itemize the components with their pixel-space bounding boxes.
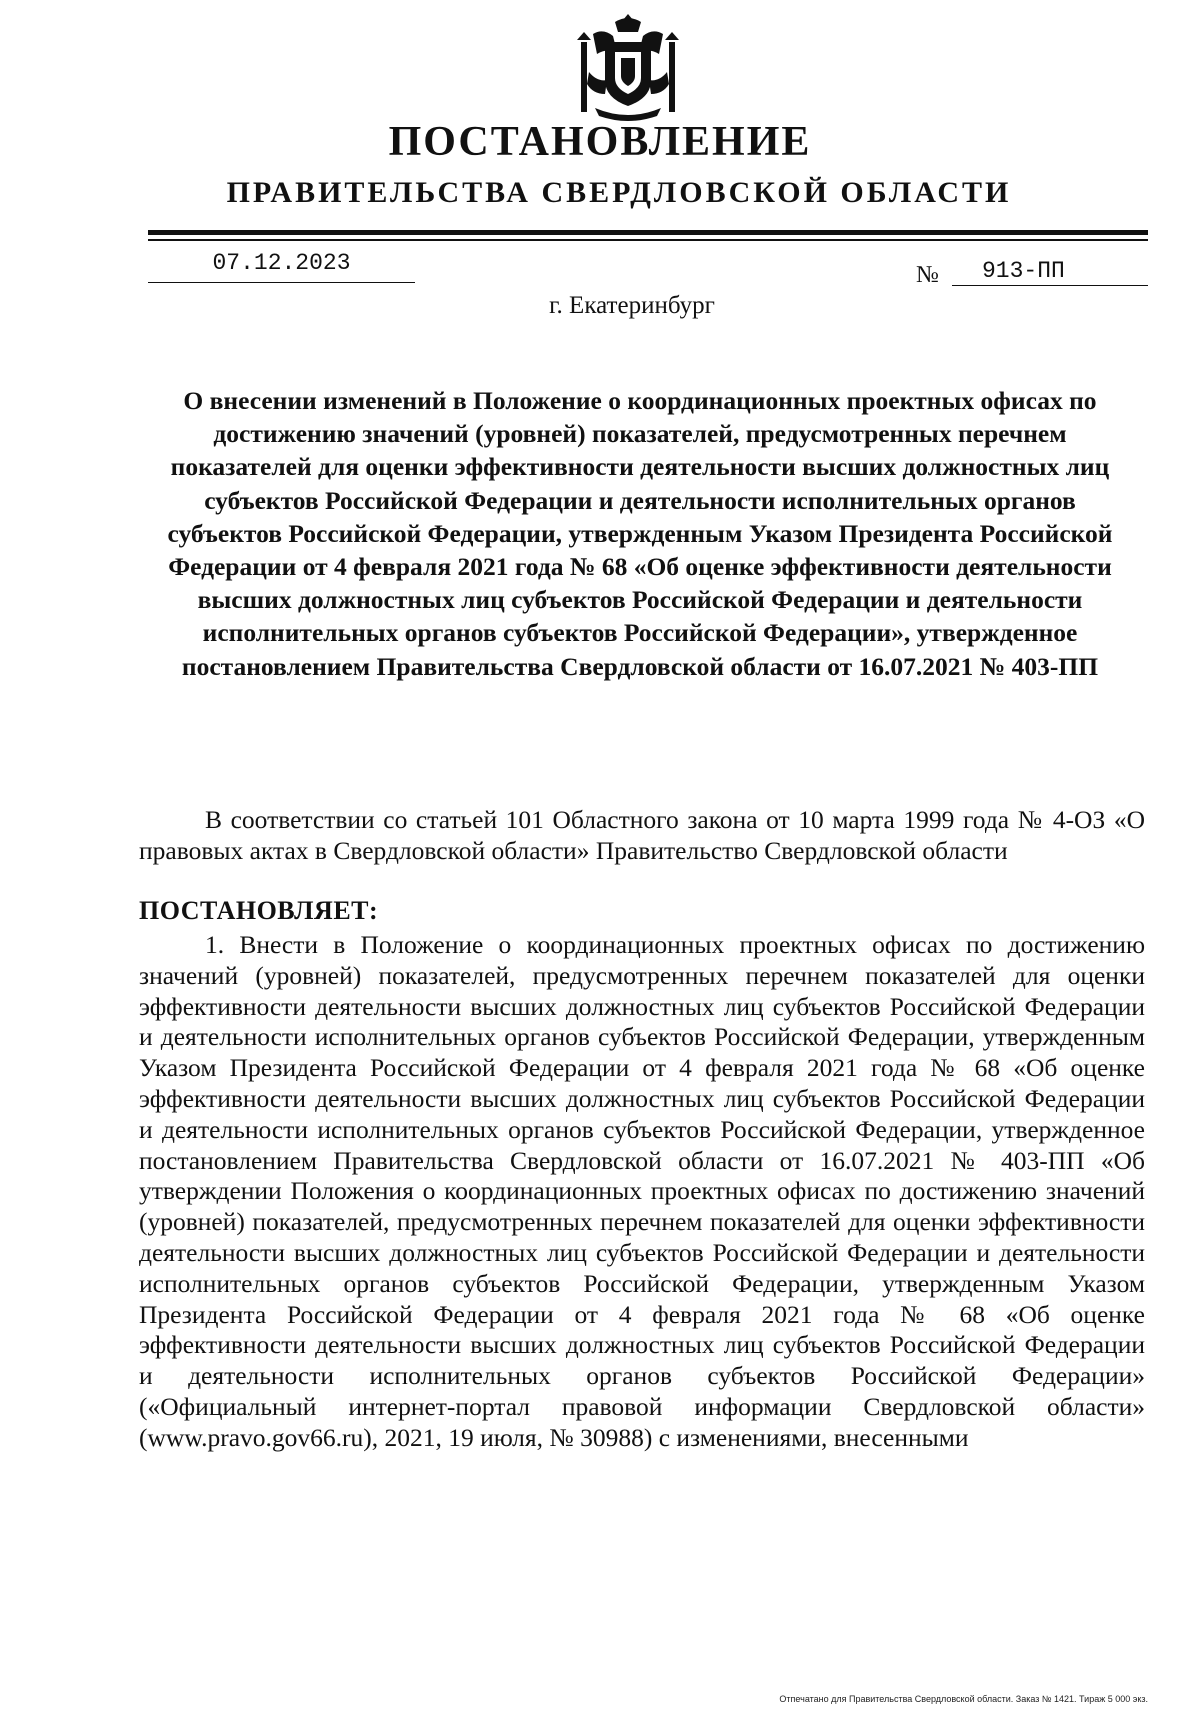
document-city: г. Екатеринбург xyxy=(549,292,715,319)
document-number: 913-ПП xyxy=(952,256,1148,286)
print-footer: Отпечатано для Правительства Свердловской области. Заказ № 1421. Тираж 5 000 экз. xyxy=(779,1694,1148,1704)
clause-1-text: 1. Внести в Положение о координационных проектных офисах по достижению значений (уровней) показателей, предусмотренных перечнем показателей для оценки эффективности деятельности высших должностных лиц субъектов Российской Федерации и деятельности исполнительных органов субъектов Российской Федерации, утвержденным Указом Президента Российской Федерации от 4 февраля 2021 года № 68 «Об оценке эффективности деятельности высших должностных лиц субъектов Российской Федерации и деятельности исполнительных органов субъектов Российской Федерации, утвержденное постановлением Правительства Свердловской области от 16.07.2021 № 403-ПП «Об утверждении Положения о координационных проектных офисах по достижению значений (уровней) показателей, предусмотренных перечнем показателей для оценки эффективности деятельности высших должностных лиц субъектов Российской Федерации и деятельности исполнительных органов субъектов Российской Федерации, утвержденным Указом Президента Российской Федерации от 4 февраля 2021 года № 68 «Об оценке эффективности деятельности высших должностных лиц субъектов Российской Федерации и деятельности исполнительных органов субъектов Российской Федерации» («Официальный интернет-портал правовой информации Свердловской области» (www.pravo.gov66.ru), 2021, 19 июля, № 30988) с изменениями, внесенными xyxy=(139,930,1145,1452)
preamble-text: В соответствии со статьей 101 Областного закона от 10 марта 1999 года № 4-ОЗ «О правовых актах в Свердловской области» Правительство Свердловской области xyxy=(139,805,1145,865)
coat-of-arms-emblem xyxy=(575,12,681,122)
header-rule-thick xyxy=(148,230,1148,235)
decree-word: ПОСТАНОВЛЯЕТ: xyxy=(139,896,379,925)
document-title: ПОСТАНОВЛЕНИЕ xyxy=(388,119,812,165)
document-date: 07.12.2023 xyxy=(148,248,415,283)
header-rule-thin xyxy=(148,239,1148,241)
number-label: № xyxy=(916,262,939,288)
clause-1-paragraph xyxy=(139,930,1145,1454)
document-issuer: ПРАВИТЕЛЬСТВА СВЕРДЛОВСКОЙ ОБЛАСТИ xyxy=(226,176,1012,209)
document-heading: О внесении изменений в Положение о координационных проектных офисах по достижению значений (уровней) показателей, предусмотренных перечнем показателей для оценки эффективности деятельности высших должностных лиц субъектов Российской Федерации и деятельности исполнительных органов субъектов Российской Федерации, утвержденным Указом Президента Российской Федерации от 4 февраля 2021 года № 68 «Об оценке эффективности деятельности высших должностных лиц субъектов Российской Федерации и деятельности исполнительных органов субъектов Российской Федерации», утвержденное постановлением Правительства Свердловской области от 16.07.2021 № 403-ПП xyxy=(167,386,1113,681)
preamble-paragraph xyxy=(139,805,1145,867)
